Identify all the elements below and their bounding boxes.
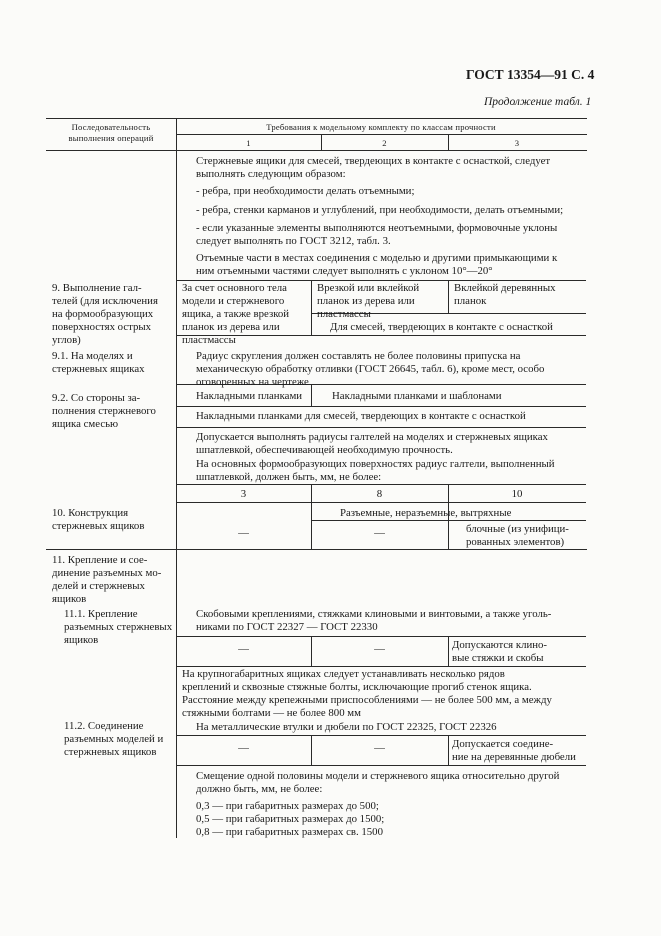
row9-label: 9. Выполнение гал- телей (для исключения на формообразующих поверхностях острых углов) [52, 282, 158, 346]
bullet-walls: - ребра, стенки карманов и углублений, при необходимости, делать отъемными; [196, 204, 564, 216]
limit-item: 0,8 — при габаритных размерах св. 1500 [196, 826, 383, 838]
row9-top-rule [176, 280, 586, 281]
page-header-title: ГОСТ 13354—91 С. 4 [466, 67, 595, 82]
row92-radius-text: На основных формообразующих поверхностях радиус галтели, выполненный шпатлевкой, должен быть, мм, не более: [196, 458, 555, 483]
row10-col3-text: блочные (из унифици- рованных элементов) [466, 523, 569, 548]
radius-value-class-1: 3 [240, 488, 247, 500]
row92-col1-text: Накладными планками [196, 390, 303, 402]
row111-rule-1 [176, 636, 586, 637]
row111-col2-dash: — [374, 643, 385, 655]
row10-col2-dash: — [374, 527, 385, 539]
table-top-rule [46, 118, 587, 119]
row10-inner-rule [311, 520, 586, 521]
header-col-number-1: 1 [246, 138, 251, 148]
row92-col23-text: Накладными планками и шаблонами [332, 390, 502, 402]
table-continuation-label: Продолжение табл. 1 [484, 96, 592, 108]
bullet-tapers: - если указанные элементы выполняются неотъемными, формовочные уклоны следует выполнять по ГОСТ 3212, табл. 3. [196, 222, 558, 247]
header-group-title: Требования к модельному комплекту по классам прочности [266, 122, 496, 132]
row91-text: Радиус скругления должен составлять не более половины припуска на механическую обработку отливки (ГОСТ 26645, табл. 6), кроме мест, особо оговоренных на чертеже [196, 350, 545, 388]
row112-col3-text: Допускается соедине- ние на деревянные дюбели [452, 738, 576, 763]
row92-label: 9.2. Со стороны за- полнения стержневого ящика смесью [52, 392, 156, 430]
radius-value-class-3: 10 [511, 488, 523, 500]
row10-types-text: Разъемные, неразъемные, вытряхные [340, 507, 512, 519]
values-top-rule [176, 484, 586, 485]
bullet-ribs: - ребра, при необходимости делать отъемными; [196, 185, 415, 197]
header-col-number-2: 2 [382, 138, 387, 148]
row92-rule-2 [176, 427, 586, 428]
row10-col1-dash: — [238, 527, 249, 539]
row9-col23-text: Для смесей, твердеющих в контакте с оснасткой [330, 321, 553, 333]
first-column-divider [176, 118, 177, 838]
row111-col1-dash: — [238, 643, 249, 655]
row112-label: 11.2. Соединение разъемных моделей и стержневых ящиков [64, 720, 164, 758]
values-bottom-rule [176, 502, 586, 503]
row112-col2-dash: — [374, 742, 385, 754]
header-col-number-3: 3 [514, 138, 520, 148]
row111-label: 11.1. Крепление разъемных стержневых ящиков [64, 608, 173, 646]
row112-rule-1 [176, 735, 586, 736]
limit-item: 0,3 — при габаритных размерах до 500; [196, 800, 379, 812]
header-inner-rule [176, 134, 587, 135]
row91-label: 9.1. На моделях и стержневых ящиках [52, 350, 145, 375]
header-bottom-rule [46, 150, 587, 151]
row9-col2-text: Врезкой или вклейкой планок из дерева или пластмассы [317, 282, 420, 320]
removable-parts-text: Отъемные части в местах соединения с моделью и другими примыкающими к ним отъемными частями следует выполнять с уклоном 10°—20° [196, 252, 558, 277]
row111-divider-b [448, 636, 449, 666]
row92-allowed-text: Допускается выполнять радиусы галтелей на моделях и стержневых ящиках шпатлевкой, обеспечивающей необходимую прочность. [196, 431, 548, 456]
radius-value-class-2: 8 [376, 488, 383, 500]
row9-divider-a [311, 280, 312, 335]
row11-label: 11. Крепление и сое- динение разъемных мо- делей и стержневых ящиков [52, 554, 162, 605]
limit-item: 0,5 — при габаритных размерах до 1500; [196, 813, 385, 825]
row111-large-boxes-text: На крупногабаритных ящиках следует устанавливать несколько рядов креплений и сквозные стяжные болты, исключающие прогиб стенок ящика. Расстояние между крепежными приспособлениями — не более 500 мм, а между стяжными болтами — не более 800 мм [182, 668, 552, 719]
row111-rule-2 [176, 666, 586, 667]
row92-all-cols-text: Накладными планками для смесей, твердеющих в контакте с оснасткой [196, 410, 526, 422]
row112-offset-text: Смещение одной половины модели и стержневого ящика относительно другой должно быть, мм, не более: [196, 770, 560, 795]
row111-col3-text: Допускаются клино- вые стяжки и скобы [452, 639, 548, 664]
row10-label: 10. Конструкция стержневых ящиков [52, 507, 145, 532]
row111-fasteners-text: Скобовыми креплениями, стяжками клиновыми и винтовыми, а также уголь- никами по ГОСТ 22327 — ГОСТ 22330 [196, 608, 552, 633]
row112-divider-b [448, 735, 449, 765]
row9-col3-text: Вклейкой деревянных планок [454, 282, 556, 307]
row92-rule-1 [176, 406, 586, 407]
row112-col1-dash: — [238, 742, 249, 754]
row10-bottom-rule [46, 549, 587, 550]
row9-divider-b [448, 280, 449, 313]
header-col-sequence: Последовательность выполнения операций [68, 122, 154, 143]
intro-text: Стержневые ящики для смесей, твердеющих в контакте с оснасткой, следует выполнять следующим образом: [196, 155, 551, 180]
row112-bushings-text: На металлические втулки и дюбели по ГОСТ 22325, ГОСТ 22326 [196, 721, 497, 733]
row112-rule-2 [176, 765, 586, 766]
row9-col1-text: За счет основного тела модели и стержневого ящика, а также врезкой планок из дерева или пластмассы [182, 282, 290, 346]
row112-limits-list [196, 800, 384, 839]
